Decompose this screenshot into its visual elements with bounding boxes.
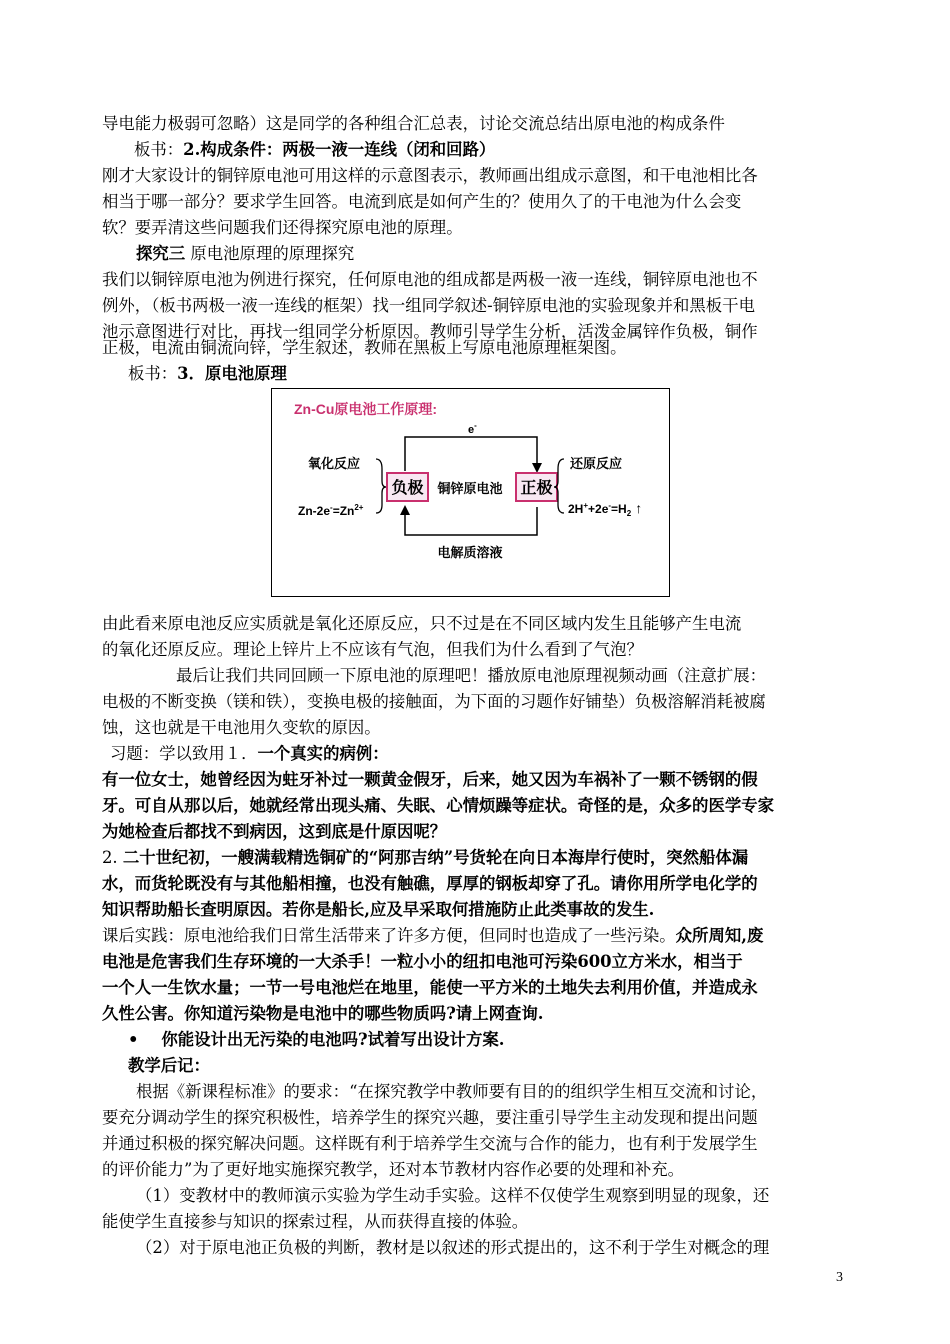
text-line: 牙。可自从那以后，她就经常出现头痛、失眠、心情烦躁等症状。奇怪的是，众多的医学专家: [102, 796, 775, 815]
text-line: （1）变教材中的教师演示实验为学生动手实验。这样不仅使学生观察到明显的现象，还: [136, 1186, 770, 1205]
text-line: 正极，电流由铜流向锌，学生叙述，教师在黑板上写原电池原理框架图。: [102, 338, 627, 357]
text-line: 久性公害。你知道污染物是电池中的哪些物质吗?请上网查询.: [102, 1004, 544, 1023]
text-line: 一个人一生饮水量；一节一号电池烂在地里，能使一平方米的土地失去利用价值，并造成永: [102, 978, 758, 997]
oxidation-label: 氧化反应: [308, 456, 361, 471]
text-line: 池示意图进行对比，再找一组同学分析原因。教师引导学生分析，活泼金属锌作负极，铜作: [102, 322, 758, 341]
cell-label: 铜锌原电池: [437, 481, 503, 496]
text-line: 电极的不断变换（镁和铁），变换电极的接触面，为下面的习题作好铺垫）负极溶解消耗被腐: [102, 692, 766, 711]
text-line: 软？要弄清这些问题我们还得探究原电池的原理。: [102, 218, 463, 237]
reduction-bracket: [554, 459, 564, 513]
text-line: 并通过积极的探究解决问题。这样既有利于培养学生交流与合作的能力，也有利于发展学生: [102, 1134, 758, 1153]
text-line: 导电能力极弱可忽略）这是同学的各种组合汇总表，讨论交流总结出原电池的构成条件: [102, 114, 725, 133]
text-line: 板书：2.构成条件：两极一液一连线（闭和回路）: [134, 140, 496, 159]
anode-equation: $Zn-2e^-=Zn^{2+}$: [298, 503, 364, 518]
text-line: 的评价能力”为了更好地实施探究教学，还对本节教材内容作必要的处理和补充。: [102, 1160, 685, 1179]
postscript-title: 教学后记：: [128, 1056, 210, 1075]
exercise-heading: 习题：学以致用１．一个真实的病例：: [110, 744, 389, 763]
cathode-equation: $2H^++2e^-=H_2$ ↑: [568, 500, 643, 518]
text-line: （2）对于原电池正负极的判断，教材是以叙述的形式提出的，这不利于学生对概念的理: [136, 1238, 770, 1257]
text-line: 要充分调动学生的探究积极性，培养学生的探究兴趣，要注重引导学生主动发现和提出问题: [102, 1108, 758, 1127]
text-line: 为她检查后都找不到病因，这到底是什原因呢？: [102, 822, 447, 841]
arrow-down-icon: [532, 463, 542, 473]
electron-label: e-: [468, 421, 477, 436]
page-number: 3: [836, 1270, 843, 1285]
text-line: 板书：3．原电池原理: [128, 364, 287, 383]
bullet-item: • 你能设计出无污染的电池吗?试着写出设计方案.: [128, 1030, 505, 1049]
text-line: 刚才大家设计的铜锌原电池可用这样的示意图表示，教师画出组成示意图，和干电池相比各: [102, 166, 758, 185]
reduction-label: 还原反应: [570, 456, 623, 471]
diagram-title: Zn-Cu原电池工作原理:: [294, 401, 438, 417]
text-line: 由此看来原电池反应实质就是氧化还原反应，只不过是在不同区域内发生且能够产生电流: [102, 614, 742, 633]
text-line: 例外，（板书两极一液一连线的框架）找一组同学叙述-铜锌原电池的实验现象并和黑板干电: [102, 296, 755, 315]
positive-label: 正极: [520, 480, 553, 497]
zn-cu-cell-diagram: [271, 388, 670, 597]
bullet-icon: •: [128, 1030, 139, 1049]
text-line: 电池是危害我们生存环境的一大杀手！一粒小小的纽扣电池可污染600立方米水，相当于: [102, 952, 743, 971]
text-line: 相当于哪一部分？要求学生回答。电流到底是如何产生的？使用久了的干电池为什么会变: [102, 192, 742, 211]
text-line: 2. 二十世纪初，一艘满载精选铜矿的“阿那吉纳”号货轮在向日本海岸行使时，突然船体漏: [102, 848, 749, 867]
text-line: 最后让我们共同回顾一下原电池的原理吧！播放原电池原理视频动画（注意扩展：: [176, 666, 767, 685]
text-line: 我们以铜锌原电池为例进行探究，任何原电池的组成都是两极一液一连线，铜锌原电池也不: [102, 270, 758, 289]
text-line: 根据《新课程标准》的要求：“在探究教学中教师要有目的的组织学生相互交流和讨论，: [136, 1082, 768, 1101]
diagram-svg: [272, 389, 668, 595]
negative-label: 负极: [391, 480, 424, 497]
arrow-up-icon: [400, 505, 410, 515]
text-line: 能使学生直接参与知识的探索过程，从而获得直接的体验。: [102, 1212, 529, 1231]
text-line: 的氧化还原反应。理论上锌片上不应该有气泡，但我们为什么看到了气泡？: [102, 640, 643, 659]
electron-flow-line: [405, 437, 537, 471]
text-line: 水，而货轮既没有与其他船相撞，也没有触礁，厚厚的钢板却穿了孔。请你用所学电化学的: [102, 874, 758, 893]
electrolyte-flow-line: [405, 507, 537, 535]
text-line: 有一位女士，她曾经因为蛀牙补过一颗黄金假牙，后来，她又因为车祸补了一颗不锈钢的假: [102, 770, 758, 789]
electrolyte-label: 电解质溶液: [437, 545, 503, 560]
text-line: 知识帮助船长查明原因。若你是船长,应及早采取何措施防止此类事故的发生.: [102, 900, 655, 919]
text-line: 蚀，这也就是干电池用久变软的原因。: [102, 718, 381, 737]
section-heading: 探究三 原电池原理的原理探究: [136, 244, 355, 263]
oxidation-bracket: [376, 459, 386, 513]
text-line: 课后实践：原电池给我们日常生活带来了许多方便，但同时也造成了一些污染。众所周知,废: [102, 926, 764, 945]
